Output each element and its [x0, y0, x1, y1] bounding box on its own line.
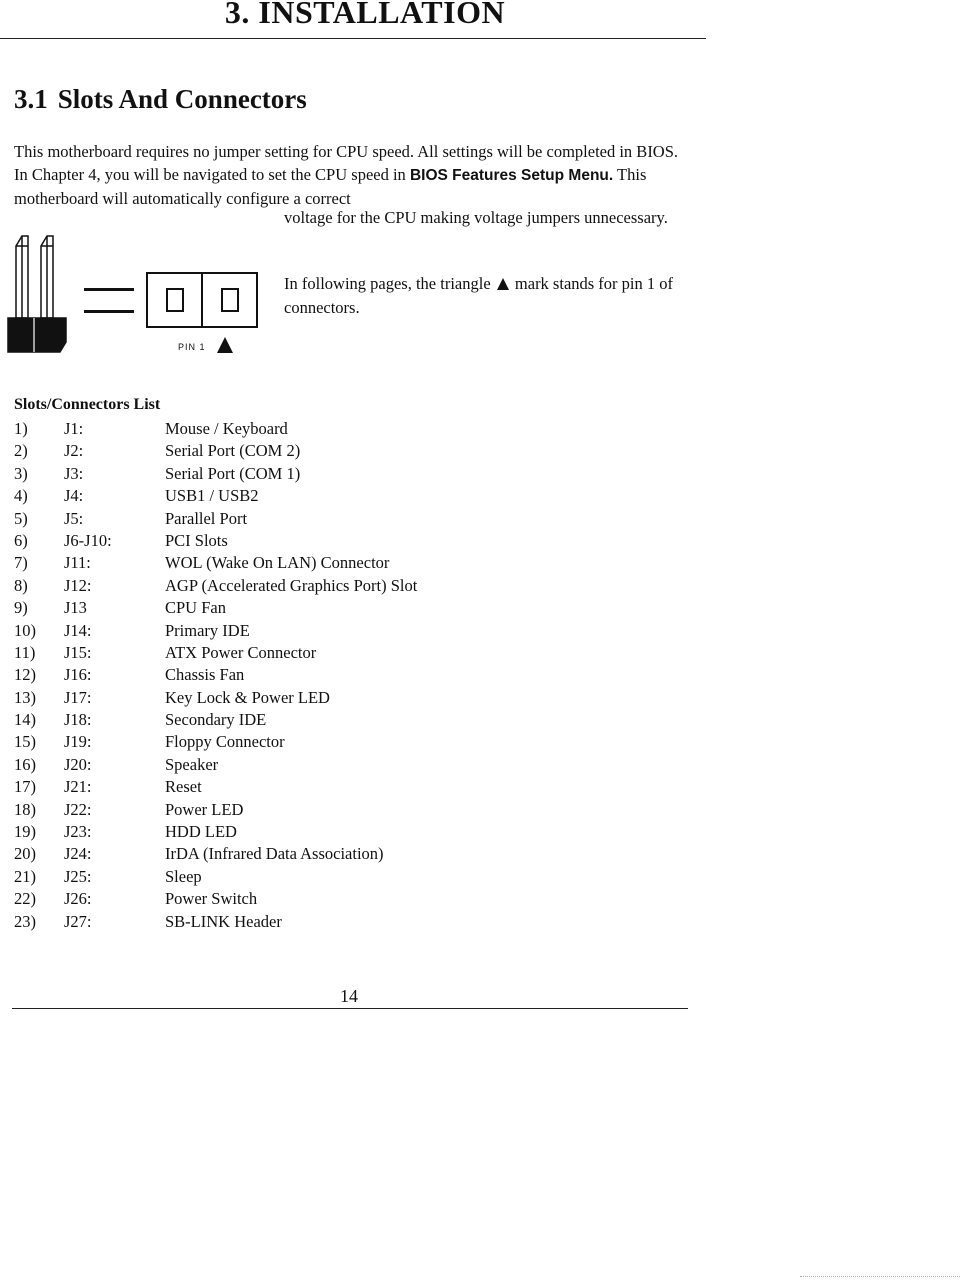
pin1-arrow-icon: [217, 337, 233, 353]
list-item: [14, 866, 614, 888]
list-item-index: 9): [14, 598, 28, 618]
list-item-index: 5): [14, 508, 28, 528]
list-item-index: 20): [14, 844, 36, 864]
list-item: [14, 508, 614, 530]
list-item-jumper: J19:: [64, 732, 92, 752]
list-item: [14, 754, 614, 776]
header-rule: [0, 38, 706, 39]
list-item: [14, 552, 614, 574]
list-item-description: PCI Slots: [165, 530, 228, 550]
list-item-jumper: J17:: [64, 687, 92, 707]
list-item-jumper: J5:: [64, 508, 84, 528]
list-item-description: Serial Port (COM 2): [165, 441, 301, 461]
list-item-description: Chassis Fan: [165, 665, 245, 685]
list-item-description: Sleep: [165, 866, 202, 886]
pin-note-after: mark stands for pin 1 of connectors.: [284, 274, 674, 317]
list-item-index: 2): [14, 441, 28, 461]
list-item-jumper: J23:: [64, 822, 92, 842]
list-item-jumper: J22:: [64, 799, 92, 819]
list-item-index: 10): [14, 620, 36, 640]
list-item-index: 4): [14, 486, 28, 506]
list-item-jumper: J18:: [64, 710, 92, 730]
list-item-description: Floppy Connector: [165, 732, 285, 752]
list-item-index: 17): [14, 777, 36, 797]
list-item: [14, 530, 614, 552]
list-item-description: Parallel Port: [165, 508, 248, 528]
list-item: [14, 575, 614, 597]
intro-paragraph: [14, 140, 684, 210]
list-item-index: 13): [14, 687, 36, 707]
list-item-index: 12): [14, 665, 36, 685]
scan-artifact: [800, 1276, 960, 1277]
pin1-triangle-icon: [497, 278, 509, 290]
list-item-jumper: J12:: [64, 575, 92, 595]
list-item-index: 21): [14, 866, 36, 886]
list-item-index: 15): [14, 732, 36, 752]
list-item-description: ATX Power Connector: [165, 642, 317, 662]
list-item-jumper: J11:: [64, 553, 91, 573]
intro-text-2: This motherboard will automatically configure a correct: [14, 165, 647, 208]
jumper-pins-3d-icon: [8, 236, 66, 352]
list-item-jumper: J13: [64, 598, 87, 618]
list-item-description: AGP (Accelerated Graphics Port) Slot: [165, 575, 418, 595]
pin-header-top-view-icon: [147, 273, 257, 327]
list-item-jumper: J1:: [64, 419, 84, 438]
chapter-title: 3. INSTALLATION: [224, 0, 506, 30]
list-item-jumper: J16:: [64, 665, 92, 685]
list-item: [14, 597, 614, 619]
list-item-description: CPU Fan: [165, 598, 226, 618]
list-item-description: Speaker: [165, 754, 219, 774]
list-item-description: IrDA (Infrared Data Association): [165, 844, 384, 864]
pin-note-before: In following pages, the triangle: [284, 274, 491, 293]
list-item-index: 11): [14, 642, 36, 662]
list-item-jumper: J3:: [64, 463, 84, 483]
list-item: [14, 642, 614, 664]
list-item-description: Mouse / Keyboard: [165, 419, 288, 438]
list-item: [14, 888, 614, 910]
list-item-description: SB-LINK Header: [165, 911, 282, 931]
list-item-description: Secondary IDE: [165, 710, 267, 730]
list-item-index: 8): [14, 575, 28, 595]
list-item-index: 22): [14, 889, 36, 909]
list-item: [14, 687, 614, 709]
equals-sign-icon: [84, 288, 134, 313]
list-item-index: 1): [14, 419, 28, 438]
list-item: [14, 843, 614, 865]
list-item: [14, 463, 614, 485]
list-item: [14, 485, 614, 507]
section-title-text: Slots And Connectors: [57, 84, 307, 114]
list-item-index: 18): [14, 799, 36, 819]
list-item: [14, 620, 614, 642]
jumper-diagram: [4, 232, 274, 357]
list-item-index: 16): [14, 754, 36, 774]
list-item-description: Power LED: [165, 799, 244, 819]
list-item-jumper: J21:: [64, 777, 92, 797]
pin1-label: PIN 1: [178, 342, 206, 352]
list-item-index: 3): [14, 463, 28, 483]
intro-continuation: voltage for the CPU making voltage jumpers unnecessary.: [284, 208, 668, 227]
list-item-index: 7): [14, 553, 28, 573]
list-item: [14, 799, 614, 821]
list-item: [14, 418, 614, 440]
list-item-jumper: J25:: [64, 866, 92, 886]
list-item-index: 6): [14, 530, 28, 550]
list-item-description: WOL (Wake On LAN) Connector: [165, 553, 390, 573]
list-item-jumper: J24:: [64, 844, 92, 864]
page-number: 14: [340, 986, 358, 1006]
section-number: 3.1: [14, 84, 48, 114]
list-item: [14, 776, 614, 798]
list-item: [14, 709, 614, 731]
list-item-jumper: J27:: [64, 911, 92, 931]
list-item-jumper: J14:: [64, 620, 92, 640]
connectors-list: [14, 418, 614, 933]
list-item-description: Key Lock & Power LED: [165, 687, 330, 707]
list-item-index: 14): [14, 710, 36, 730]
pin-note: [284, 272, 684, 320]
list-item-jumper: J26:: [64, 889, 92, 909]
list-item-description: Power Switch: [165, 889, 258, 909]
list-item-description: HDD LED: [165, 822, 237, 842]
list-item-jumper: J6-J10:: [64, 530, 112, 550]
list-item-description: Primary IDE: [165, 620, 250, 640]
list-item-jumper: J20:: [64, 754, 92, 774]
list-item-description: Serial Port (COM 1): [165, 463, 301, 483]
list-item: [14, 821, 614, 843]
intro-bold-menu: BIOS Features Setup Menu.: [409, 167, 614, 184]
list-item-jumper: J15:: [64, 642, 92, 662]
list-item: [14, 440, 614, 462]
list-item: [14, 911, 614, 933]
list-item-index: 19): [14, 822, 36, 842]
list-item-index: 23): [14, 911, 36, 931]
intro-text-1: This motherboard requires no jumper setting for CPU speed. All settings will be completed in BIOS. In Chapter 4, you will be navigated to set the CPU speed in: [14, 142, 679, 184]
footer-rule: [12, 1008, 688, 1009]
list-item-jumper: J2:: [64, 441, 84, 461]
list-item-description: USB1 / USB2: [165, 486, 259, 506]
section-title: [14, 84, 307, 115]
connectors-list-title: Slots/Connectors List: [14, 396, 161, 413]
list-item: [14, 664, 614, 686]
list-item-description: Reset: [165, 777, 202, 797]
list-item: [14, 731, 614, 753]
list-item-jumper: J4:: [64, 486, 84, 506]
